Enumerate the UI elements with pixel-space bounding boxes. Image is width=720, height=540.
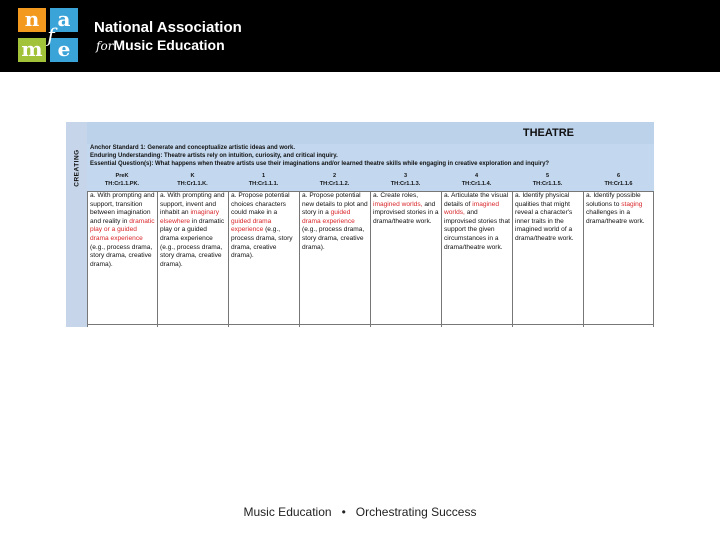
grade-header: 6 TH:Cr1.1.6 [604,173,633,187]
grade-header: 1 TH:Cr1.1.1. [248,173,279,187]
brand-title [94,19,242,55]
grade-header: 2 TH:Cr1.1.2. [319,173,350,187]
creating-label: CREATING [73,149,80,187]
grade-cell: a. Identify physical qualities that might reveal a character's inner traits in the imagined world of a drama/theatre work. [512,191,583,327]
grade-header: 4 TH:Cr1.1.4. [461,173,492,187]
logo-f-mark: f [47,23,55,47]
grade-header: 5 TH:Cr1.1.5. [532,173,563,187]
anchor-standard: Anchor Standard 1: Generate and conceptualize artistic ideas and work. [90,145,296,151]
grade-header-row [87,170,654,191]
grade-cell: a. With prompting and support, invent and inhabit an imaginary elsewhere in dramatic play or a guided drama experience (e.g., process drama, story drama, creative drama). [157,191,228,327]
grade-header: K TH:Cr1.1.K. [177,173,208,187]
logo-tile-m: m [18,38,46,62]
logo-tile-n: n [18,8,46,32]
brand-line-2 [94,37,242,55]
brand-line-1: National Association [94,19,242,36]
brand-for: for [96,39,114,53]
logo-tile-e: e [50,38,78,62]
enduring-understanding: Enduring Understanding: Theatre artists rely on intuition, curiosity, and critical inquiry. [90,153,338,160]
grade-cell: a. Propose potential new details to plot and story in a guided drama experience (e.g., process drama, story drama, creative drama). [299,191,370,327]
name-logo [18,8,86,66]
grade-header: 3 TH:Cr1.1.3. [390,173,421,187]
table-title-bar [87,122,654,144]
grade-cell: a. Identify possible solutions to staging challenges in a drama/theatre work. [583,191,654,327]
slide-footer [0,505,720,519]
logo-tile-a: a [50,8,78,32]
footer-right: Orchestrating Success [355,505,477,519]
grade-cell: a. Articulate the visual details of imagined worlds, and improvised stories that support the given circumstances in a drama/theatre work. [441,191,512,327]
essential-question: Essential Question(s): What happens when theatre artists use their imaginations and/or learned theatre skills while engaging in creative exploration and inquiry? [90,161,550,168]
standards-table [66,122,654,327]
grade-header: PreK TH:Cr1.1.PK. [104,173,140,187]
header-bar [0,0,720,72]
table-title: THEATRE [522,127,574,139]
brand-music-education: Music Education [113,37,225,53]
grade-cell: a. With prompting and support, transition between imagination and reality in dramatic play or a guided drama experience (e.g., process drama, story drama, creative drama). [87,191,157,327]
footer-separator: • [341,505,346,519]
footer-left: Music Education [243,505,332,519]
grade-cell: a. Create roles, imagined worlds, and improvised stories in a drama/theatre work. [370,191,441,327]
grade-cell: a. Propose potential choices characters could make in a guided drama experience (e.g., process drama, story drama, creative drama). [228,191,299,327]
